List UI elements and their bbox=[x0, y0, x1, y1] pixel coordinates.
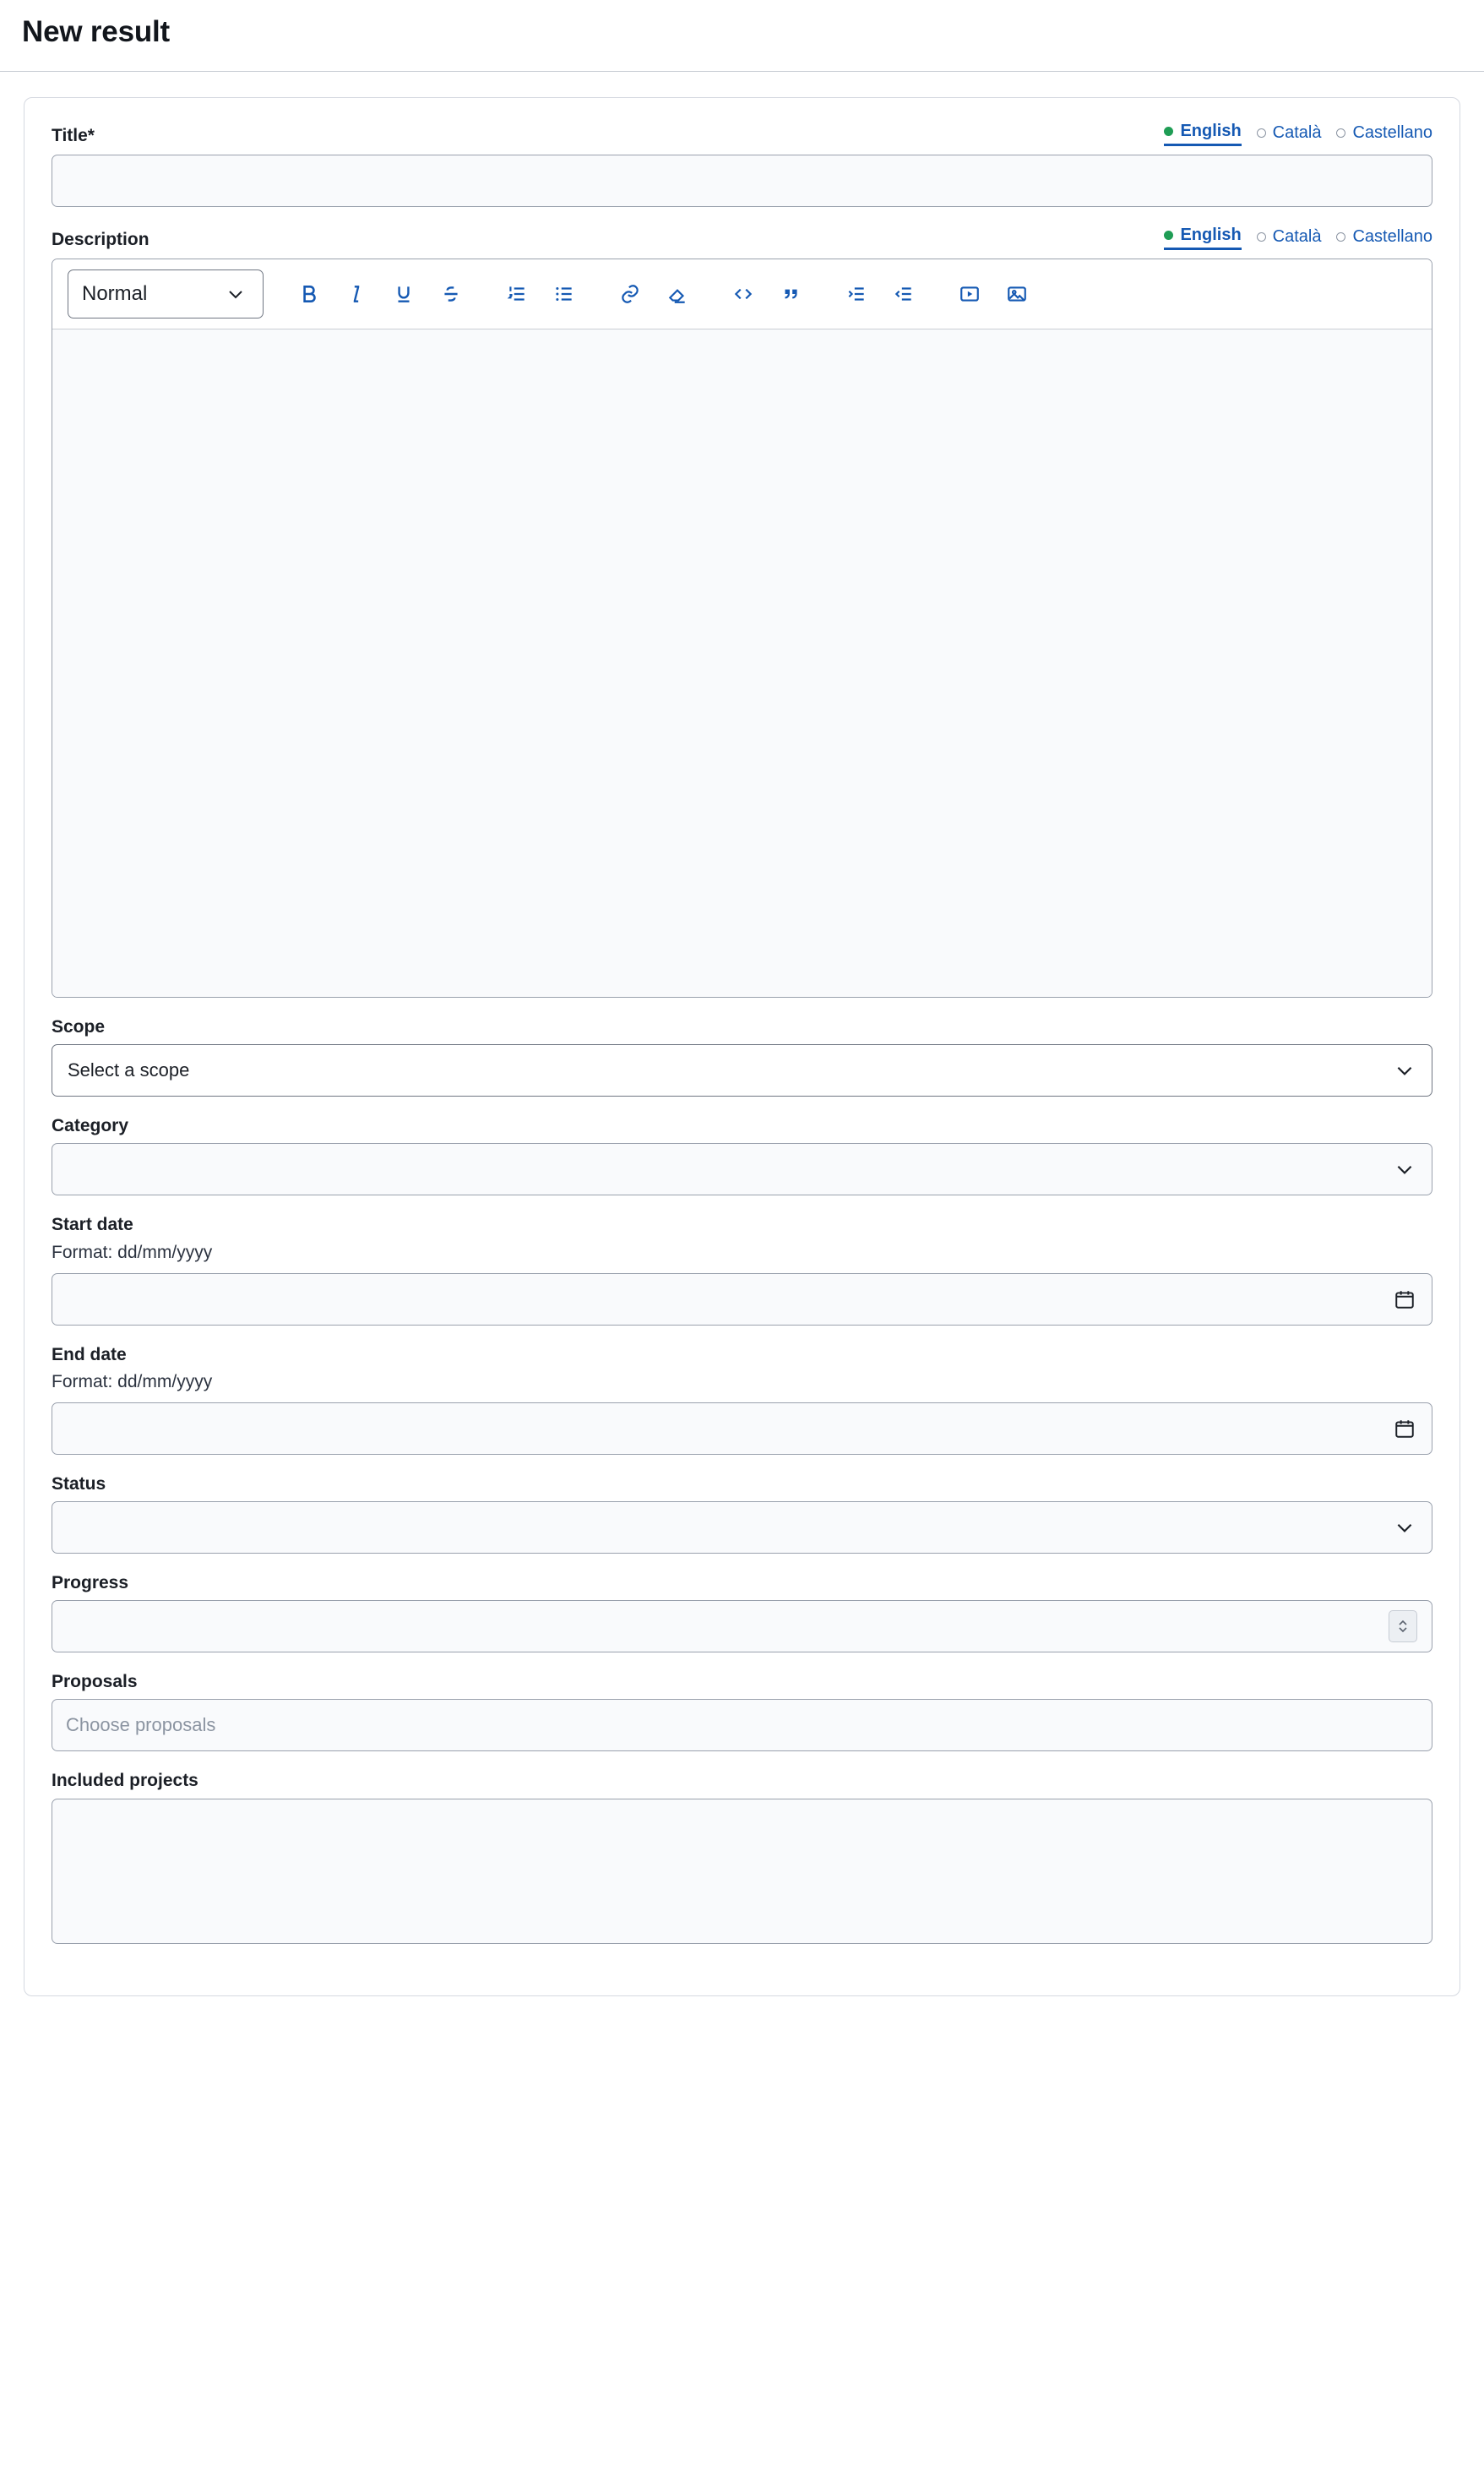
title-field bbox=[52, 122, 1432, 207]
locale-radio-icon bbox=[1336, 128, 1345, 138]
start-date-field bbox=[52, 1214, 1432, 1325]
title-locale-switcher bbox=[1164, 122, 1432, 146]
image-icon[interactable] bbox=[995, 272, 1039, 316]
paragraph-style-select[interactable] bbox=[68, 269, 264, 318]
included-projects-label: Included projects bbox=[52, 1771, 198, 1791]
paragraph-style-value: Normal bbox=[82, 282, 148, 305]
bold-icon[interactable] bbox=[287, 272, 331, 316]
scope-select[interactable] bbox=[52, 1044, 1432, 1097]
status-select[interactable] bbox=[52, 1501, 1432, 1554]
end-date-input[interactable] bbox=[52, 1402, 1432, 1455]
strikethrough-icon[interactable] bbox=[429, 272, 473, 316]
category-field bbox=[52, 1115, 1432, 1195]
end-date-hint: Format: dd/mm/yyyy bbox=[52, 1371, 213, 1391]
rich-text-editor bbox=[52, 259, 1432, 998]
calendar-icon[interactable] bbox=[1394, 1418, 1416, 1440]
link-icon[interactable] bbox=[608, 272, 652, 316]
locale-selected-dot-icon bbox=[1164, 231, 1173, 240]
start-date-input[interactable] bbox=[52, 1273, 1432, 1326]
progress-input-wrap bbox=[52, 1600, 1432, 1652]
locale-label: Català bbox=[1272, 226, 1322, 246]
locale-radio-icon bbox=[1257, 232, 1266, 242]
number-stepper-icon[interactable] bbox=[1389, 1610, 1417, 1642]
progress-field bbox=[52, 1572, 1432, 1652]
underline-icon[interactable] bbox=[382, 272, 426, 316]
start-date-label: Start date bbox=[52, 1215, 133, 1235]
end-date-input-wrap bbox=[52, 1402, 1432, 1455]
locale-label: Castellano bbox=[1352, 122, 1432, 142]
video-icon[interactable] bbox=[948, 272, 992, 316]
erase-format-icon[interactable] bbox=[655, 272, 699, 316]
locale-option-catala[interactable] bbox=[1257, 123, 1322, 145]
category-select[interactable] bbox=[52, 1143, 1432, 1195]
editor-toolbar bbox=[52, 259, 1432, 329]
locale-option-english[interactable] bbox=[1164, 226, 1241, 250]
locale-label: English bbox=[1180, 226, 1242, 244]
italic-icon[interactable] bbox=[334, 272, 378, 316]
description-field-header bbox=[52, 226, 1432, 250]
title-label: Title* bbox=[52, 125, 95, 145]
status-label: Status bbox=[52, 1473, 106, 1494]
proposals-field bbox=[52, 1671, 1432, 1751]
locale-label: Català bbox=[1272, 122, 1322, 142]
status-field bbox=[52, 1473, 1432, 1554]
description-locale-switcher bbox=[1164, 226, 1432, 250]
status-select-wrap bbox=[52, 1501, 1432, 1554]
locale-selected-dot-icon bbox=[1164, 127, 1173, 136]
category-label: Category bbox=[52, 1116, 129, 1136]
ordered-list-icon[interactable] bbox=[495, 272, 539, 316]
locale-radio-icon bbox=[1336, 232, 1345, 242]
proposals-label: Proposals bbox=[52, 1672, 138, 1692]
end-date-label: End date bbox=[52, 1344, 127, 1364]
page-header bbox=[0, 0, 1484, 72]
description-label: Description bbox=[52, 229, 149, 249]
blockquote-icon[interactable] bbox=[769, 272, 813, 316]
bullet-list-icon[interactable] bbox=[542, 272, 586, 316]
outdent-icon[interactable] bbox=[882, 272, 926, 316]
included-projects-textarea[interactable] bbox=[52, 1799, 1432, 1944]
page-title: New result bbox=[22, 15, 170, 48]
title-input[interactable] bbox=[52, 155, 1432, 207]
end-date-field bbox=[52, 1344, 1432, 1455]
description-field bbox=[52, 226, 1432, 998]
calendar-icon[interactable] bbox=[1394, 1288, 1416, 1310]
progress-input[interactable] bbox=[52, 1600, 1432, 1652]
progress-label: Progress bbox=[52, 1572, 129, 1592]
locale-option-english[interactable] bbox=[1164, 122, 1241, 146]
locale-option-castellano[interactable] bbox=[1336, 123, 1432, 145]
locale-label: Castellano bbox=[1352, 226, 1432, 246]
locale-label: English bbox=[1180, 122, 1242, 140]
included-projects-field bbox=[52, 1770, 1432, 1947]
locale-radio-icon bbox=[1257, 128, 1266, 138]
indent-icon[interactable] bbox=[834, 272, 878, 316]
proposals-input[interactable] bbox=[52, 1699, 1432, 1751]
scope-select-wrap bbox=[52, 1044, 1432, 1097]
code-icon[interactable] bbox=[721, 272, 765, 316]
new-result-form bbox=[24, 97, 1460, 1996]
title-field-header bbox=[52, 122, 1432, 146]
chevron-down-icon bbox=[226, 284, 246, 304]
scope-field bbox=[52, 1016, 1432, 1097]
scope-label: Scope bbox=[52, 1017, 106, 1037]
locale-option-catala[interactable] bbox=[1257, 227, 1322, 249]
scope-select-value: Select a scope bbox=[68, 1059, 190, 1081]
editor-content-area[interactable] bbox=[52, 329, 1432, 997]
locale-option-castellano[interactable] bbox=[1336, 227, 1432, 249]
start-date-hint: Format: dd/mm/yyyy bbox=[52, 1242, 213, 1262]
category-select-wrap bbox=[52, 1143, 1432, 1195]
start-date-input-wrap bbox=[52, 1273, 1432, 1326]
